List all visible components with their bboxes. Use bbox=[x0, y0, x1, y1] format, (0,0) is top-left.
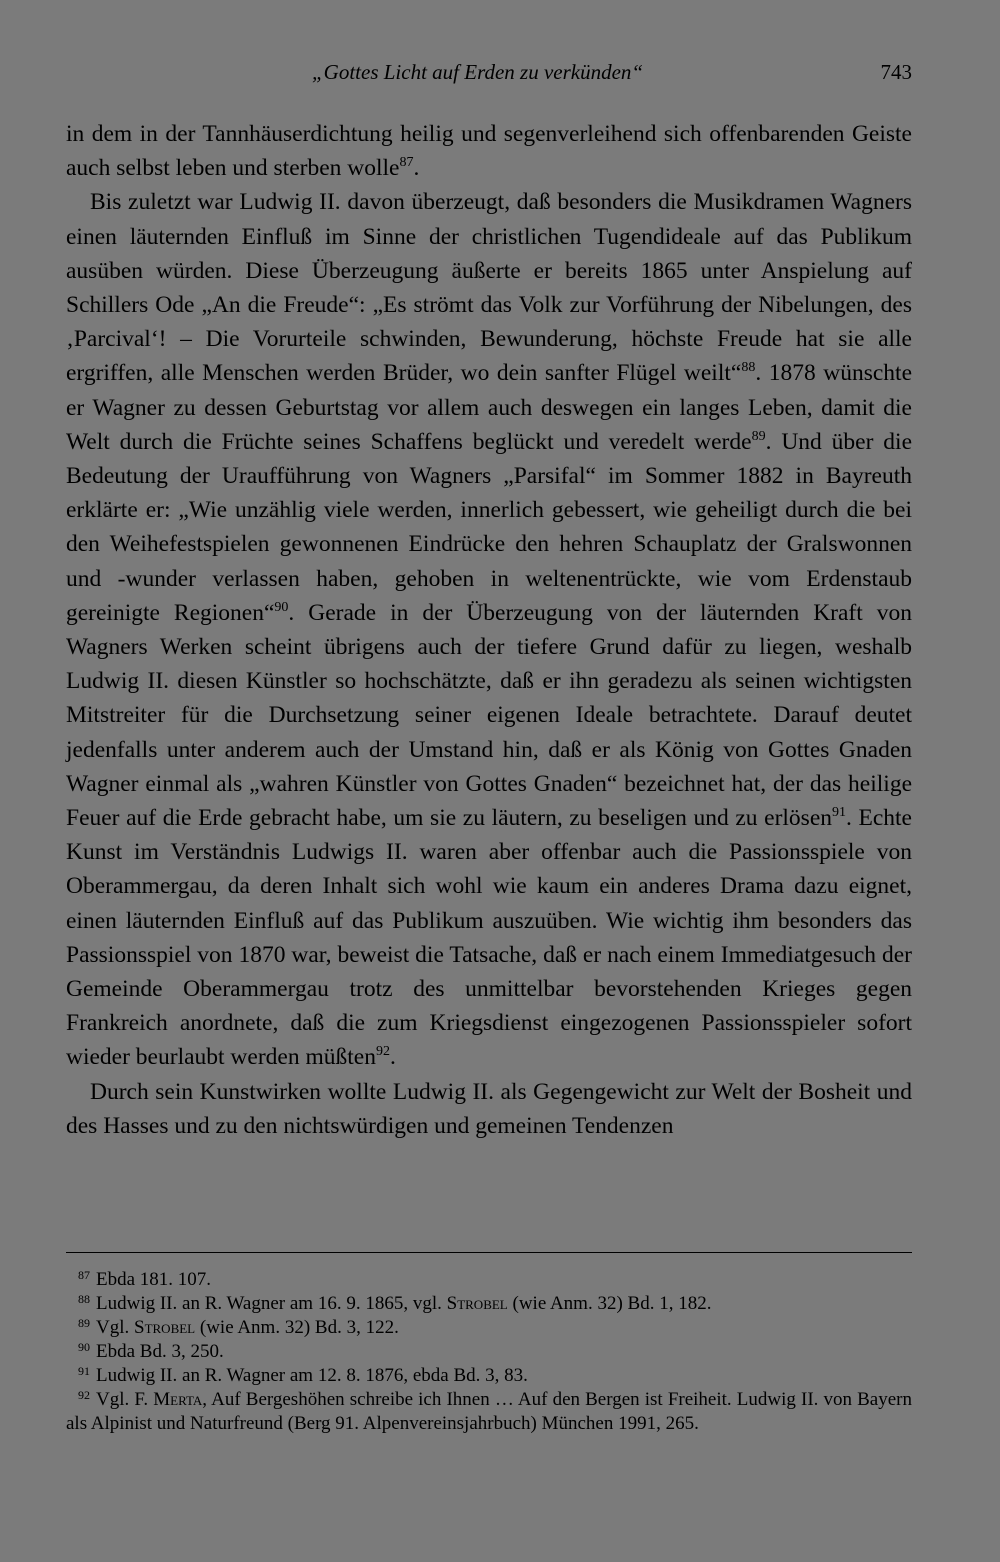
footnote-89: 89 Vgl. Strobel (wie Anm. 32) Bd. 3, 122. bbox=[78, 1316, 399, 1338]
footnote-text: Ebda 181. 107. bbox=[96, 1269, 212, 1290]
paragraph-text: . bbox=[413, 155, 420, 182]
paragraph-text: . 1878 wünschte er Wagner zu dessen Geburtstag vor allem auch deswegen ein langes Leben, damit die Welt durch die Früchte seines Schaffens beglückt und veredelt werde bbox=[66, 360, 912, 455]
footnote-text: Ludwig II. an R. Wagner am 16. 9. 1865, vgl. bbox=[96, 1293, 447, 1314]
footnote-ref: 92 bbox=[375, 1044, 390, 1060]
footnote-text: (wie Anm. 32) Bd. 1, 182. bbox=[507, 1293, 712, 1314]
footnote-ref: 89 bbox=[751, 428, 766, 444]
footnote-92: 92 Vgl. F. Merta, Auf Bergeshöhen schreibe ich Ihnen … Auf den Bergen ist Freiheit. Ludwig II. von Bayern als Alpinist und Naturfreund (Berg 91. Alpenvereinsjahrbuch) München 1991, 265. bbox=[66, 1388, 912, 1434]
footnotes bbox=[66, 1268, 912, 1436]
page-number: 743 bbox=[880, 60, 912, 84]
paragraph-text: . Und über die Bedeutung der Uraufführung von Wagners „Parsifal“ im Sommer 1882 in Bayreuth erklärte er: „Wie unzählig viele werden, innerlich gebessert, wie geheiligt durch die bei den Weihefestspielen gewonnenen Eindrücke den hehren Schauplatz der Gralswonnen und -wunder verlassen haben, gehoben in weltenentrückte, wie vom Erdenstaub gereinigte Regionen“ bbox=[66, 428, 913, 626]
footnote-90: 90 Ebda Bd. 3, 250. bbox=[78, 1340, 224, 1362]
footnote-ref: 90 bbox=[274, 599, 289, 615]
footnote-ref: 91 bbox=[832, 805, 846, 821]
author-name: Strobel bbox=[134, 1317, 196, 1338]
running-title: „Gottes Licht auf Erden zu verkünden“ bbox=[312, 60, 644, 84]
footnote-text: Vgl. bbox=[96, 1317, 134, 1338]
paragraph-text: Durch sein Kunstwirken wollte Ludwig II. als Gegengewicht zur Welt der Bosheit und des Hasses und zu den nichtswürdigen und gemeinen Tendenzen bbox=[66, 1078, 912, 1139]
footnote-91: 91 Ludwig II. an R. Wagner am 12. 8. 1876, ebda Bd. 3, 83. bbox=[78, 1364, 528, 1386]
author-name: Strobel bbox=[446, 1293, 508, 1314]
paragraph-text: . Echte Kunst im Verständnis Ludwigs II. waren aber offenbar auch die Passionsspiele von Oberammergau, da deren Inhalt sich wohl wie kaum ein anderes Drama dazu eignet, einen läuternden Einfluß auf das Publikum auszuüben. Wie wichtig ihm besonders das Passionsspiel von 1870 war, beweist die Tatsache, daß er nach einem Immediatgesuch der Gemeinde Oberammergau trotz des unmittelbar bevorstehenden Krieges gegen Frankreich anordnete, daß die zum Kriegsdienst eingezogenen Passionsspieler sofort wieder beurlaubt werden müßten bbox=[66, 805, 912, 1071]
footnote-ref: 88 bbox=[741, 360, 756, 376]
footnote-ref: 87 bbox=[399, 155, 414, 171]
paragraph-text: . Gerade in der Überzeugung von der läuternden Kraft von Wagners Werken scheint übrigens auch der tiefere Grund dafür zu liegen, weshalb Ludwig II. diesen Künstler so hochschätzte, daß er ihn geradezu als seinen wichtigsten Mitstreiter für die Durchsetzung seiner eigenen Ideale betrachtete. Darauf deutet jedenfalls unter anderem auch der Umstand hin, daß er als König von Gottes Gnaden Wagner einmal als „wahren Künstler von Gottes Gnaden“ bezeichnet hat, der das heilige Feuer auf die Erde gebracht habe, um sie zu läutern, zu beseligen und zu erlösen bbox=[66, 599, 912, 832]
author-name: Merta bbox=[153, 1389, 203, 1410]
paragraph-1 bbox=[66, 117, 912, 185]
footnote-text: , Auf Bergeshöhen schreibe ich Ihnen … Auf den Bergen ist Freiheit. Ludwig II. von Bayern als Alpinist und Naturfreund (Berg 91. Alpenvereinsjahrbuch) München 1991, 265. bbox=[66, 1389, 912, 1434]
footnote-88: 88 Ludwig II. an R. Wagner am 16. 9. 1865, vgl. Strobel (wie Anm. 32) Bd. 1, 182. bbox=[78, 1292, 712, 1314]
running-head bbox=[66, 60, 912, 90]
paragraph-2 bbox=[66, 185, 912, 1074]
paragraph-text: Bis zuletzt war Ludwig II. davon überzeugt, daß besonders die Musikdramen Wagners einen läuternden Einfluß im Sinne der christlichen Tugendideale auf das Publikum ausüben würden. Diese Überzeugung äußerte er bereits 1865 unter Anspielung auf Schillers Ode „An die Freude“: „Es strömt das Volk zur Vorführung der Nibelungen, des ‚Parcival‘! – Die Vorurteile schwinden, Bewunderung, höchste Freude hat sie alle ergriffen, alle Menschen werden Brüder, wo dein sanfter Flügel weilt“ bbox=[66, 189, 912, 387]
footnote-text: Ebda Bd. 3, 250. bbox=[96, 1341, 224, 1362]
body-text bbox=[66, 117, 912, 1143]
paragraph-text: in dem in der Tannhäuserdichtung heilig und segenverleihend sich offenbarenden Geiste auch selbst leben und sterben wolle bbox=[66, 121, 912, 182]
book-page bbox=[66, 0, 912, 1562]
footnote-text: Vgl. F. bbox=[96, 1389, 154, 1410]
footnote-divider bbox=[66, 1252, 912, 1253]
paragraph-3 bbox=[66, 1075, 912, 1143]
footnote-text: (wie Anm. 32) Bd. 3, 122. bbox=[195, 1317, 399, 1338]
footnote-text: Ludwig II. an R. Wagner am 12. 8. 1876, ebda Bd. 3, 83. bbox=[96, 1365, 528, 1386]
footnote-87: 87 Ebda 181. 107. bbox=[78, 1268, 212, 1290]
paragraph-text: . bbox=[389, 1044, 396, 1071]
